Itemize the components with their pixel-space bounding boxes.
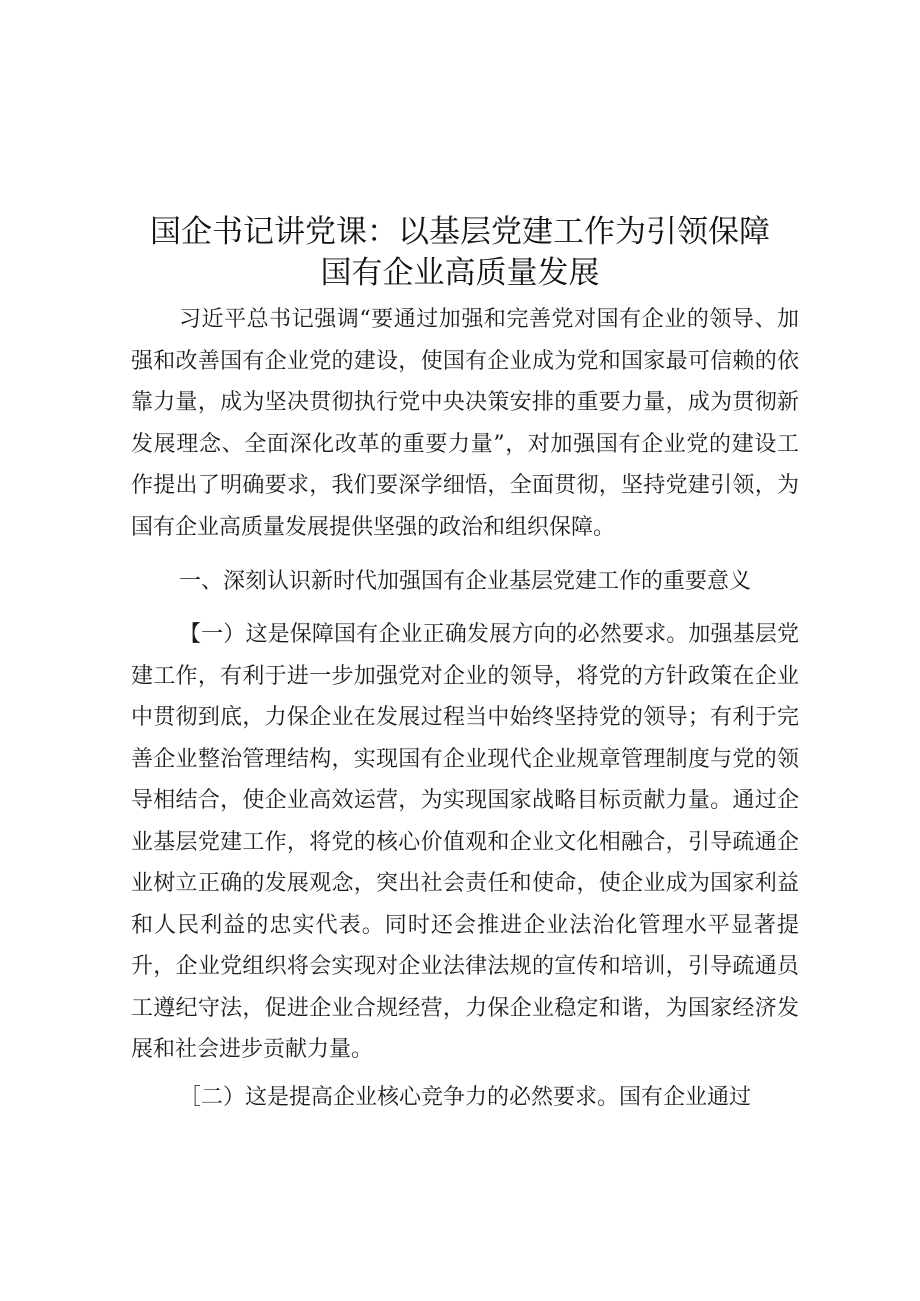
document-title-line-2: 国有企业高质量发展 <box>320 255 600 291</box>
point-1-paragraph: 【一）这是保障国有企业正确发展方向的必然要求。加强基层党建工作，有利于进一步加强党对企业的领导，将党的方针政策在企业中贯彻到底，力保企业在发展过程当中始终坚持党的领导；有利于完善企业整治管理结构，实现国有企业现代企业规章管理制度与党的领导相结合，使企业高效运营，为实现国家战略目标贡献力量。通过企业基层党建工作，将党的核心价值观和企业文化相融合，引导疏通企业树立正确的发展观念，突出社会责任和使命，使企业成为国家利益和人民利益的忠实代表。同时还会推进企业法治化管理水平显著提升，企业党组织将会实现对企业法律法规的宣传和培训，引导疏通员工遵纪守法，促进企业合规经营，力保企业稳定和谐，为国家经济发展和社会进步贡献力量。 <box>131 622 799 1062</box>
section-heading-1: 一、深刻认识新时代加强国有企业基层党建工作的重要意义 <box>179 569 752 594</box>
intro-paragraph: 习近平总书记强调“要通过加强和完善党对国有企业的领导、加强和改善国有企业党的建设，使国有企业成为党和国家最可信赖的依靠力量，成为坚决贯彻执行党中央决策安排的重要力量，成为贯彻新发展理念、全面深化改革的重要力量”，对加强国有企业党的建设工作提出了明确要求，我们要深学细悟，全面贯彻，坚持党建引领，为国有企业高质量发展提供坚强的政治和组织保障。 <box>131 307 799 540</box>
point-2-paragraph: ［二）这是提高企业核心竞争力的必然要求。国有企业通过 <box>179 1085 752 1110</box>
document-title-line-1: 国企书记讲党课：以基层党建工作为引领保障 <box>150 214 770 250</box>
